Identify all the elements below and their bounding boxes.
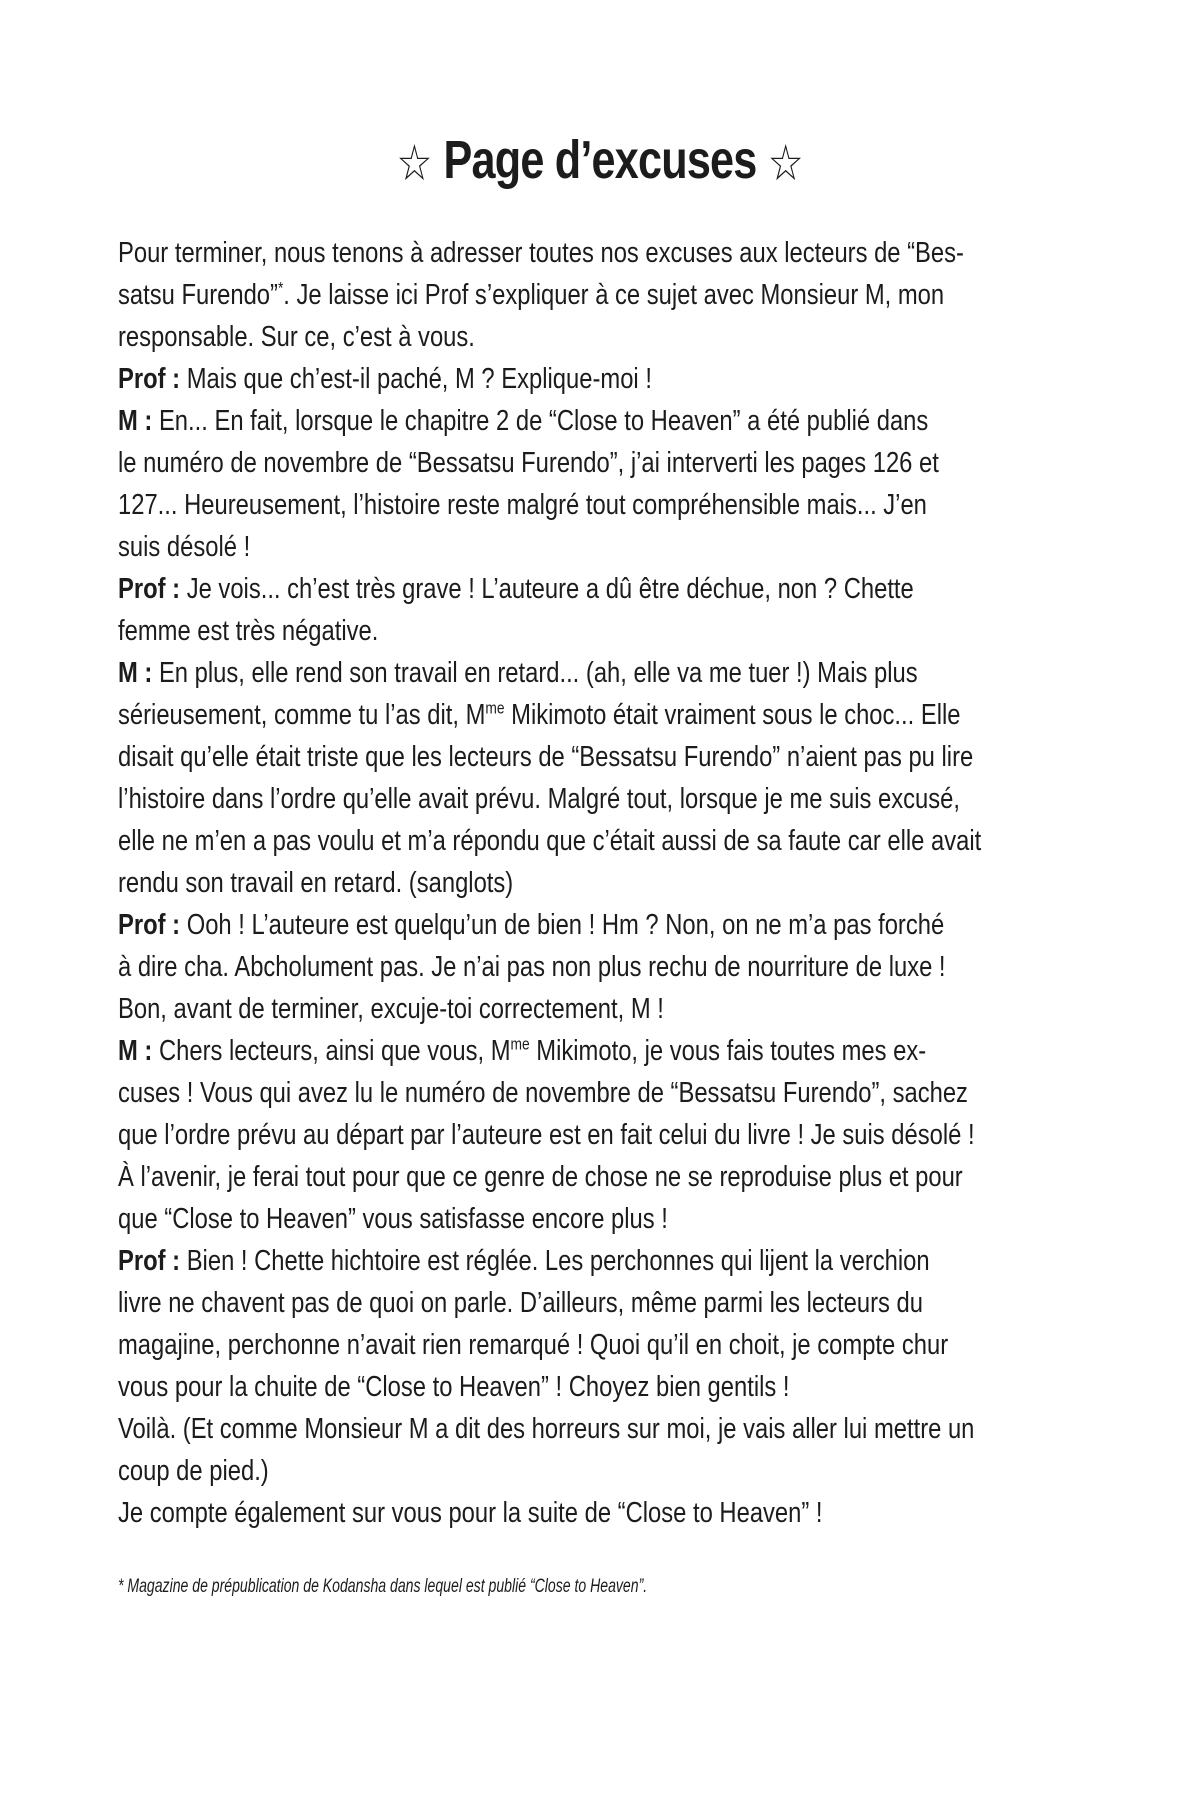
paragraph xyxy=(118,358,1164,400)
dialogue-line: livre ne chavent pas de quoi on parle. D’ailleurs, même parmi les lecteurs du xyxy=(118,1287,923,1319)
speaker-label: Prof : xyxy=(118,573,187,605)
dialogue-line: que l’ordre prévu au départ par l’auteure est en fait celui du livre ! Je suis désolé ! xyxy=(118,1119,975,1151)
star-icon-right: ☆ xyxy=(767,135,804,191)
paragraph xyxy=(118,1240,1164,1408)
superscript: * xyxy=(277,278,284,298)
dialogue-line: que “Close to Heaven” vous satisfasse encore plus ! xyxy=(118,1203,668,1235)
footnote: * Magazine de prépublication de Kodansha dans lequel est publié “Close to Heaven”. xyxy=(118,1576,648,1597)
dialogue-line: Prof : Mais que ch’est-il paché, M ? Explique-moi ! xyxy=(118,363,652,395)
dialogue-line: à dire cha. Abcholument pas. Je n’ai pas non plus rechu de nourriture de luxe ! xyxy=(118,951,946,983)
page-title-text: Page d’excuses xyxy=(443,130,757,190)
dialogue-line: disait qu’elle était triste que les lecteurs de “Bessatsu Furendo” n’aient pas pu lire xyxy=(118,741,974,773)
dialogue-line: Bon, avant de terminer, excuje-toi correctement, M ! xyxy=(118,993,664,1025)
dialogue-line: Prof : Bien ! Chette hichtoire est réglée. Les perchonnes qui lijent la verchion xyxy=(118,1245,930,1277)
speaker-label: M : xyxy=(118,1035,159,1067)
dialogue xyxy=(118,232,1164,1534)
paragraph xyxy=(118,652,1164,904)
dialogue-line: suis désolé ! xyxy=(118,531,251,563)
dialogue-line: Voilà. (Et comme Monsieur M a dit des horreurs sur moi, je vais aller lui mettre un xyxy=(118,1413,975,1445)
dialogue-line: l’histoire dans l’ordre qu’elle avait prévu. Malgré tout, lorsque je me suis excusé, xyxy=(118,783,960,815)
dialogue-line: sérieusement, comme tu l’as dit, $M^{me}$ Mikimoto était vraiment sous le choc... Elle xyxy=(118,698,961,731)
dialogue-line: responsable. Sur ce, c’est à vous. xyxy=(118,321,475,353)
dialogue-line: Prof : Ooh ! L’auteure est quelqu’un de bien ! Hm ? Non, on ne m’a pas forché xyxy=(118,909,945,941)
paragraph xyxy=(118,1492,1164,1534)
dialogue-line: rendu son travail en retard. (sanglots) xyxy=(118,867,514,899)
speaker-label: Prof : xyxy=(118,363,187,395)
star-icon-left: ☆ xyxy=(396,135,433,191)
dialogue-line: M : Chers lecteurs, ainsi que vous, $M^{me}$ Mikimoto, je vous fais toutes mes ex- xyxy=(118,1034,927,1067)
dialogue-line: le numéro de novembre de “Bessatsu Furendo”, j’ai interverti les pages 126 et xyxy=(118,447,939,479)
page-title xyxy=(120,130,1080,193)
paragraph xyxy=(118,1030,1164,1240)
dialogue-line: femme est très négative. xyxy=(118,615,379,647)
dialogue-line: Pour terminer, nous tenons à adresser toutes nos excuses aux lecteurs de “Bes- xyxy=(118,237,964,269)
speaker-label: M : xyxy=(118,405,159,437)
paragraph xyxy=(118,1408,1164,1492)
dialogue-line: 127... Heureusement, l’histoire reste malgré tout compréhensible mais... J’en xyxy=(118,489,927,521)
speaker-label: M : xyxy=(118,657,159,689)
speaker-label: Prof : xyxy=(118,909,187,941)
dialogue-line: coup de pied.) xyxy=(118,1455,269,1487)
dialogue-line: satsu Furendo”*. Je laisse ici Prof s’expliquer à ce sujet avec Monsieur M, mon xyxy=(118,278,945,311)
paragraph xyxy=(118,904,1164,1030)
superscript: me xyxy=(485,698,505,718)
dialogue-line: À l’avenir, je ferai tout pour que ce genre de chose ne se reproduise plus et pour xyxy=(118,1161,963,1193)
dialogue-line: vous pour la chuite de “Close to Heaven” ! Choyez bien gentils ! xyxy=(118,1371,790,1403)
dialogue-line: magajine, perchonne n’avait rien remarqué ! Quoi qu’il en choit, je compte chur xyxy=(118,1329,949,1361)
superscript: me xyxy=(510,1034,530,1054)
dialogue-line: Je compte également sur vous pour la suite de “Close to Heaven” ! xyxy=(118,1497,823,1529)
speaker-label: Prof : xyxy=(118,1245,187,1277)
paragraph xyxy=(118,400,1164,568)
dialogue-line: M : En plus, elle rend son travail en retard... (ah, elle va me tuer !) Mais plus xyxy=(118,657,918,689)
dialogue-line: elle ne m’en a pas voulu et m’a répondu que c’était aussi de sa faute car elle avait xyxy=(118,825,982,857)
dialogue-line: Prof : Je vois... ch’est très grave ! L’auteure a dû être déchue, non ? Chette xyxy=(118,573,914,605)
paragraph xyxy=(118,232,1164,358)
paragraph xyxy=(118,568,1164,652)
dialogue-line: M : En... En fait, lorsque le chapitre 2 de “Close to Heaven” a été publié dans xyxy=(118,405,929,437)
dialogue-line: cuses ! Vous qui avez lu le numéro de novembre de “Bessatsu Furendo”, sachez xyxy=(118,1077,968,1109)
